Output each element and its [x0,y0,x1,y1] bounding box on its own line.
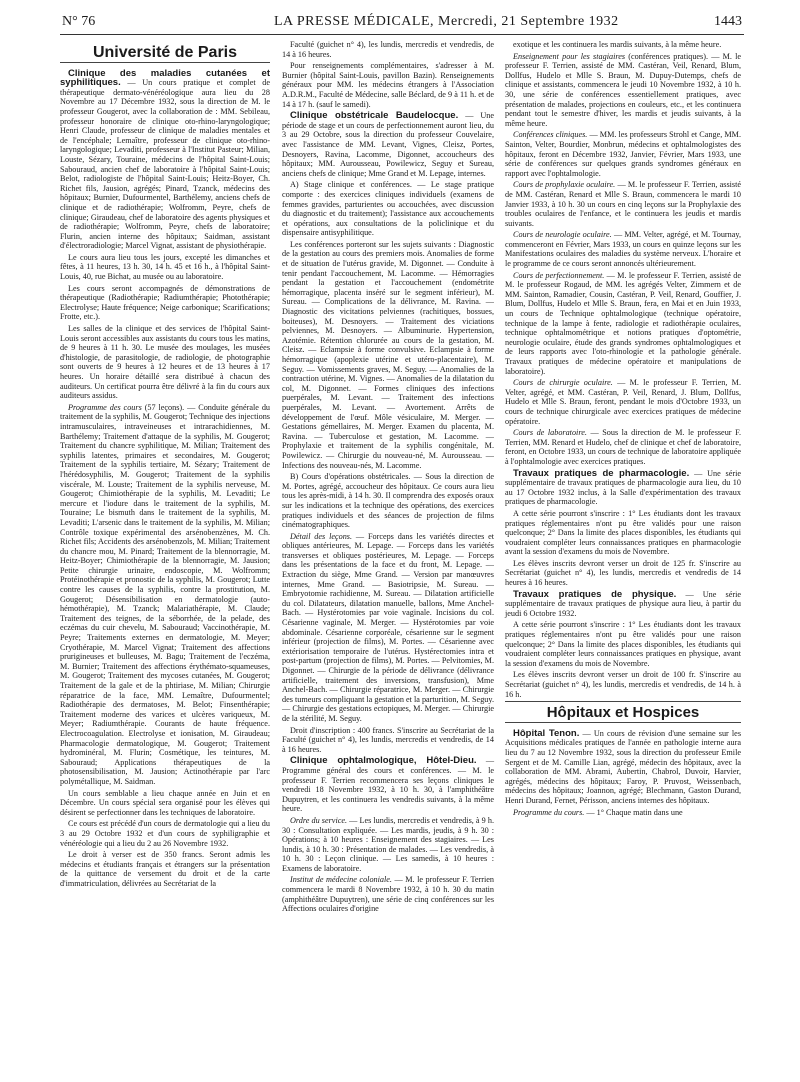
neuro-paragraph [505,230,741,268]
section-title-universite: Université de Paris [92,44,238,61]
issue-number: N° 76 [62,14,96,29]
article-title: Travaux pratiques de pharmacologie. [513,467,690,479]
paragraph: Le cours aura lieu tous les jours, excepté les dimanches et fêtes, à 11 heures, 13 h. 30, 14 h. 45 et 16 h., à l'hôpital Saint-Louis, 40, rue Bichat, au musée ou au laboratoire. [60,252,270,282]
column-1 [60,40,270,890]
paragraph: Faculté (guichet n° 4), les lundis, mercredis et vendredis, de 14 à 16 heures. [282,40,494,59]
section-divider [505,722,741,723]
label: Cours de neurologie oculaire. [513,230,612,240]
section-divider [60,62,270,63]
article-ophtalmo [282,756,494,814]
article-pharmacologie [505,469,741,507]
conf-paragraph [505,130,741,178]
paragraph: — M. le professeur F. Terrien, assisté de M. le professeur Rogaud, de MM. les agrégés Velter, Zimmern et de MM. Sainton, Ramadier, Cousin, Castéran, P. Veil, Renard, Gouffier, J. Blum, Dollfus, Hudelo et Mlle S. Braun, fera, en Mai et en Juin 1933, un cours de Technique ophtalmologique (technique opératoire, technique de la lampe à fente, radiologie et radiothérapie oculaires, technique ophtalmométrique et notions pratiques d'optométrie, neurologie oculaire, étude des grands syndromes ophtalmologiques et de leurs rapports avec l'oto-rhinologie et la pathologie générale. Travaux pratiques de médecine opératoire et manipulations de laboratoire). [505,270,741,376]
paragraph: Pour renseignements complémentaires, s'adresser à M. Burnier (hôpital Saint-Louis, pavillon Bazin). Renseignements généraux pour MM. les médecins étrangers à l'Association A.D.R.M., Faculté de Médecine, salle Béclard, de 9 à 11 h. et de 14 à 17 h. (sauf le samedi). [282,61,494,109]
paragraph: Les cours seront accompagnés de démonstrations de thérapeutique (Radiothérapie; Radiumthérapie; Photothérapie; Electrolyse; Haute fréquence; Neige carbonique; Scarifications; Frotte, etc.). [60,283,270,322]
label: Enseignement pour les stagiaires [513,51,626,61]
institut-paragraph [282,875,494,913]
label: Programme du cours. [513,807,585,817]
program-paragraph [60,403,270,787]
label: Cours de chirurgie oculaire. [513,378,613,388]
perf-paragraph [505,271,741,377]
paragraph: — MM. les professeurs Strohl et Cange, MM. Sainton, Velter, Bourdier, Monbrun, médecins et ophtalmologistes des hôpitaux, feront en Décembre 1932, Janvier, Février, Mars 1933, une série de conférences sur quelques grands syndromes généraux en rapport avec l'ophtalmologie. [505,130,741,178]
paragraph: — Une série supplémentaire de travaux pratiques de physique aura lieu, à partir du jeudi 6 Octobre 1932. [505,589,741,618]
header-rule [60,34,744,35]
column-3 [505,40,741,819]
paragraph: (conférences pratiques). — M. le professeur F. Terrien, assisté de MM. Castéran, Veil, Renard, Blum, Dollfus, Hudelo et Mlle S. Braun, M. Dupuy-Dutemps, chefs de clinique et assistants, commencera le jeudi 10 Novembre 1932, à 10 h. 30, une série de conférences essentiellement pratiques, avec présentation de malades, projections en couleurs, etc., et les continuera pendant tout le semestre d'hiver, les mardis et jeudis suivants, à la même heure. [505,51,742,128]
paragraph: — MM. Velter, agrégé, et M. Tournay, commenceront en Février, Mars 1933, un cours en quinze leçons sur les Manifestations oculaires des maladies du système nerveux. L'horaire et le programme de ce cours seront annoncés ultérieurement. [505,230,741,269]
paragraph: B) Cours d'opérations obstétricales. — Sous la direction de M. Portes, agrégé, accoucheur des hôpitaux. Ce cours aura lieu tous les après-midi, à 14 h. 30. Il comprendra des exposés oraux sur les indications et la technique des opérations, des exercices pratiques individuels et des séances de projection de films cinématographiques. [282,472,494,530]
paragraph: A) Stage clinique et conférences. — Le stage pratique comporte : des exercices cliniques individuels (examens de femmes gravides, parturientes ou accouchées, avec discussion du diagnostic et du traitement); l'assistance aux accouchements et opérations, aux consultations de la policlinique et du dispensaire antisyphilitique. [282,180,494,238]
journal-title: LA PRESSE MÉDICALE, Mercredi, 21 Septembre 1932 [274,14,619,29]
ens-paragraph [505,52,741,129]
label: Détail des leçons. [290,531,353,541]
paragraph: Les élèves inscrits devront verser un droit de 100 fr. S'inscrire au Secrétariat (guichet n° 4), les lundis, mercredis et vendredis, de 14 h. à 16 h. [505,670,741,699]
article-title: Clinique obstétricale Baudelocque. [290,110,459,122]
paragraph: A cette série pourront s'inscrire : 1° Les étudiants dont les travaux pratiques réglementaires n'ont pu être validés pour une raison quelconque; 2° Dans la limite des places disponibles, les étudiants qui voudraient compléter leurs connaissances pratiques en physique, avant la session d'examens du mois de Novembre. [505,620,741,668]
label: Cours de laboratoire. [513,428,587,438]
article-baudelocque [282,111,494,178]
label: Institut de médecine coloniale. [290,875,392,885]
article-title: Clinique ophtalmologique, Hôtel-Dieu. [290,755,477,767]
paragraph: — Une période de stage et un cours de perfectionnement auront lieu, du 3 au 29 Octobre, sous la direction du professeur Couvelaire, avec l'assistance de MM. Levant, Vignes, Cleisz, Portes, Desnoyers, Ravina, Lacomme, Digonnet, accoucheurs des hôpitaux; MM. Aurousseau, Powilewicz, Seguy et Sureau, anciens chefs de clinique; Mme Grand et M. Lepage, internes. [282,111,495,178]
paragraph: — 1° Chaque matin dans une [586,807,683,817]
paragraph: A cette série pourront s'inscrire : 1° Les étudiants dont les travaux pratiques réglementaires n'ont pu être validés pour une raison quelconque; 2° Dans la limite des places disponibles, les étudiants qui voudraient compléter leurs connaissances pratiques en pharmacologie avant la session d'examens du mois de Novembre. [505,508,741,557]
paragraph: Les élèves inscrits devront verser un droit de 125 fr. S'inscrire au Secrétariat (guichet n° 4), les lundis, mercredis et vendredis de 14 heures à 16 heures. [505,558,741,588]
paragraph: — M. le professeur F. Terrien, assisté de MM. Castéran, Renard et Mlle S. Braun, commencera le mardi 10 Janvier 1933, à 10 h. 30 un cours en cinq leçons sur la Prophylaxie des troubles oculaires de l'enfance, et le continuera les jeudis et mardis suivants. [505,180,741,228]
paragraph: — Forceps dans les variétés directes et obliques antérieures, M. Lepage. — Forceps dans les variétés transverses et obliques postérieures, M. Lepage. — Forceps dans les présentations de la face et du front, M. Lepage. — Extraction du siège, Mme Grand. — Version par manœuvres internes, Mme Grand. — Basiotripsie, M. Sureau. — Embryotomie rachidienne, M. Sureau. — Dilatation artificielle du col. Dilatateurs, dilatation manuelle, ballons, Mme Anchel-Bach. — Hystérotomies par voie vaginale. Incisions du col. Césarienne vaginale, M. Merger. — Hystérotomies par voie abdominale. Césarienne corporéale, césarienne sur le segment inférieur (projection de films), M. Portes. — Césarienne avec extériorisation temporaire de l'utérus. Hystérectomies intra et post-partum (projection de films), M. Portes. — Pelvitomies, M. Digonnet. — Chirurgie de la période de délivrance (délivrance artificielle, traitement des inversions, transfusion), Mme Anchel-Bach. — Chirurgie réparatrice, M. Merger. — Chirurgie des tumeurs compliquant la gestation et la parturition, M. Seguy. — Chirurgie des gestations ectopiques, M. Merger. — Chirurgie de la stérilité, M. Seguy. [282,531,495,723]
paragraph: — Un cours pratique et complet de thérapeutique dermato-vénéréologique aura lieu du 28 Novembre au 17 Décembre 1932, sous la direction de M. le professeur Gougerot, avec la collaboration de : MM. Sebileau, professeur honoraire de clinique oto-rhino-laryngologique; Henri Claude, professeur de clinique de maladies mentales et de l'encéphale; Lemaître, professeur de clinique oto-rhino-laryngologique; Levaditi, professeur à l'Institut Pasteur; Milian, Louste, Sézary, Touraine, médecins de l'hôpital Saint-Louis; Sabouraud, ancien chef de laboratoire à l'hôpital Saint-Louis; Belot, radiologiste de l'hôpital Saint-Louis; Heitz-Boyer, Ch. Richet fils, Jausion, agrégés; Pinard, Tzanck, médecins des hôpitaux; Burnier, Dufourmentel, Barthélemy, anciens chefs de clinique et de radiothérapie; Wolfromm, Peyre, chefs de clinique; Giraudeau, chef de laboratoire des agents physiques et de radiothérapie; Wolfromm, Peyre, chefs de laboratoire; Flurin, ancien interne des hôpitaux; Saidman, assistant d'électroradiologie; Marcel Vignat, assistant de physiothérapie. [60,78,271,251]
column-2 [282,40,494,916]
paragraph: — M. le professeur F. Terrien, M. Velter, agrégé, et MM. Castéran, P. Veil, Renard, J. Blum, Dollfus, Hudelo et Mlle S. Braun, feront, pendant le mois d'Octobre 1933, un cours de technique chirurgicale avec exercices pratiques de médecine opératoire. [505,378,742,426]
article-title: Hôpital Tenon. [513,727,580,739]
prog-paragraph [505,808,741,818]
paragraph: — M. le professeur F. Terrien commencera le mardi 8 Novembre 1932, à 10 h. 30 du matin (amphithéâtre Dupuytren), une série de cinq conférences sur les Affections oculaires d'origine [282,875,495,914]
paragraph: — Un cours de révision d'une semaine sur les Acquisitions médicales pratiques de l'année en pathologie interne aura lieu du 7 au 12 Novembre 1932, sous la direction du professeur Emile Sergent et de M. Camille Lian, agrégé, médecin des hôpitaux, avec la collaboration de MM. Abrami, Aubertin, Chabrol, Duvoir, Harvier, agrégés, médecins des hôpitaux; Faroy, P. Pruvost, Weissenbach, médecins des hôpitaux; Joannon, agrégé; Blechmann, Gaston Durand, Henri Durand, Fernet, Périsson, anciens internes des hôpitaux. [505,728,742,805]
paragraph: — Programme général des cours et conférences. — M. le professeur F. Terrien recommencera ses leçons cliniques le vendredi 18 Novembre 1932, à 10 h. 30, à l'amphithéâtre Dupuytren, et les continuera les vendredis suivants, à la même heure. [282,756,494,814]
paragraph: — Sous la direction de M. le professeur F. Terrien, MM. Renard et Hudelo, chef de clinique et chef de laboratoire, feront, en Octobre 1933, un cours de technique de laboratoire appliquée à l'ophtalmologie avec exercices pratiques. [505,428,742,466]
page-number: 1443 [714,14,742,29]
paragraph: Le droit à verser est de 350 francs. Seront admis les médecins et étudiants français et étrangers sur la présentation de la quittance de versement du droit et de la carte d'immatriculation, délivrées au Secrétariat de la [60,850,270,888]
paragraph: (57 leçons). — Conduite générale du traitement de la syphilis, M. Gougerot; Technique des injections intramusculaires, intraveineuses et intrarachidiennes, M. Barthélemy; Traitement d'attaque de la syphilis, M. Gougerot; Traitement du chancre syphilitique, M. Milian; Traitement des syphilis latentes, primaires et secondaires, M. Gougerot; Traitement de la syphilis tertiaire, M. Sézary; Traitement de l'hérédosyphilis, M. Gougerot; Traitement de la syphilis viscérale, M. Louste; Traitement de la syphilis nerveuse, M. Gougerot; Chimiothérapie de la syphilis, M. Levaditi; Le mercure et l'iodure dans le traitement de la syphilis, M. Touraine; Le bismuth dans le traitement de la syphilis, M. Levaditi; L'arsenic dans le traitement de la syphilis, M. Milian; Contrôle toxique expérimental des arsénobenzènes, M. Ch. Richet fils; Accidents des arsénobenzols, M. Milian; Traitement du chancre mou, M. Pinard; Traitement de la blennorragie, M. Heitz-Boyer; Chimiothérapie de la blennorragie, M. Jausion; Petite chirurgie urinaire, endoscopie, M. Wolfromm; Protéinothérapie et pronostic de la syphilis, M. Gougerot; Lutte contre les causes de la syphilis, contre la prostitution, M. Gougerot; Désensibilisation en dermatologie (auto-hémothérapie), M. Tzanck; Malariathérapie, M. Claude; Traitement des teignes, de la séborrhée, de la pelade, des eczémas du cuir chevelu, M. Sabouraud; Vaccinothérapie, M. Peyre; Traitements externes en dermatologie, M. Meyer; Cryothérapie, M. Marcel Vignat; Traitement des affections prurigineuses et bulleuses, M. Bagu; Traitement de l'eczéma, M. Burnier; Traitement des affections érythémato-squameuses, M. Gougerot; Traitement des mycoses cutanées, M. Gougerot; Traitement de la gale et de la phtiriase, M. Milian; Chirurgie réparatrice de la face, MM. Lemaître, Dufourmentel; Radiothérapie des dermatoses, M. Belot; Finsenthérapie; Traitement moderne des varices et ulcères variqueux, M. Meyer; Radiumthérapie. Courants de haute fréquence. Electrocoagulation. Electrolyse et ionisation, M. Giraudeau; Pharmacologie dermatologique, M. Gougerot; Traitement hydrominéral, M. Flurin; Cosmétique, les teintures, M. Sabouraud; Applications thérapeutiques de la photosensibilisation, M. Jausion; Actinothérapie par l'arc polymétallique, M. Saidman. [60,402,271,786]
proph-paragraph [505,180,741,228]
label: Programme des cours [68,402,142,412]
paragraph: — Les lundis, mercredis et vendredis, à 9 h. 30 : Consultation expliquée. — Les mardis, jeudis, à 9 h. 30 : Opérations; à 10 heures : Enseignement des stagiaires. — Les lundis, à 10 h. 30 : Présentation de malades. — Les vendredis, à 10 h. 30 : Leçon clinique. — Les samedis, à 10 heures : Examens de laboratoire. [282,815,495,873]
paragraph: Les salles de la clinique et des services de l'hôpital Saint-Louis seront accessibles aux assistants du cours tous les matins, de 9 heures à 11 h. 30. Le musée des moulages, les musées d'histologie, de parasitologie, de radiologie, de photographie sont ouverts de 9 heures à 12 heures et de 13 heures à 17 heures. Un horaire détaillé sera distribué à chacun des auditeurs. Un certificat pourra être délivré à la fin du cours aux auditeurs assidus. [60,324,270,401]
article-title: Clinique des maladies cutanées et syphilitiques. [60,67,270,89]
article-clinique-cutanee [60,69,270,251]
ordre-paragraph [282,816,494,874]
page-header [62,12,742,34]
paragraph: Ce cours est précédé d'un cours de dermatologie qui a lieu du 3 au 29 Octobre 1932 et d'un cours de syphiligraphie et vénéréologie qui a lieu du 2 au 26 Novembre 1932. [60,819,270,848]
paragraph: Droit d'inscription : 400 francs. S'inscrire au Secrétariat de la Faculté (guichet n° 4), les lundis, mercredis et vendredis, de 14 à 16 heures. [282,725,494,754]
label: Cours de prophylaxie oculaire. [513,180,616,190]
paragraph: exotique et les continuera les mardis suivants, à la même heure. [513,40,722,49]
article-title: Travaux pratiques de physique. [513,588,677,600]
label: Ordre du service. [290,815,348,825]
chir-paragraph [505,378,741,426]
article-tenon [505,729,741,806]
paragraph: — Une série supplémentaire de travaux pratiques de pharmacologie aura lieu, du 10 au 17 Octobre 1932 inclus, à la Salle d'expérimentation des travaux pratiques de pharmacologie. [505,468,741,507]
label: Conférences cliniques. [513,130,588,140]
paragraph: Les conférences porteront sur les sujets suivants : Diagnostic de la gestation au cours des premiers mois. Anomalies de forme et de situation de l'utérus gravide, M. Digonnet. — Conduite à tenir pendant l'accouchement, M. Lacomme. — Hémorragies pendant la gestation et l'accouchement (endométrite hémorragique, placenta inséré sur le segment inférieur), M. Sureau. — Complications de la délivrance, M. Ravina. — Diagnostic des vicitations pelviennes (rachitiques, bossues, boiteuses), M. Desnoyers. — Traitement des viciations pelviennes, M. Desnoyers. — Albuminurie. Hypertension, Azotémie. Rétention chlorurée au cours de la gestation, M. Cleisz. — Eclampsie à forme convulsive. Eclampsie à forme hémorragique (apoplexie utérine et utéro-placentaire), M. Seguy. — Vomissements graves, M. Seguy. — Anomalies de la contraction utérine, M. Vignes. — Anomalies de la dilatation du col, M. Digonnet. — Formes cliniques des infections puerpérales, M. Levant. — Traitement des infections puerpérales, M. Levant. — Avortement. Arrêts de développement de l'œuf. Môle vésiculaire, M. Merger. — Gestations gémellaires, M. Merger. Examen du placenta, M. Ravina. — Tuberculose et gestation, M. Lacomme. — Prophylaxie et traitement de la syphilis congénitale, M. Powilewicz. — Chirurgie du nouveau-né, M. Aurousseau. — Infections des nouveau-nés, M. Lacomme. [282,239,494,470]
section-divider [505,701,741,702]
label: Cours de perfectionnement. [513,270,605,280]
paragraph: Un cours semblable a lieu chaque année en Juin et en Décembre. Un cours spécial sera organisé pour les élèves qui désirent se perfectionner dans les techniques de laboratoire. [60,788,270,817]
article-physique [505,590,741,619]
section-title-hopitaux: Hôpitaux et Hospices [546,704,700,722]
labo-paragraph [505,428,741,466]
detail-paragraph [282,532,494,724]
